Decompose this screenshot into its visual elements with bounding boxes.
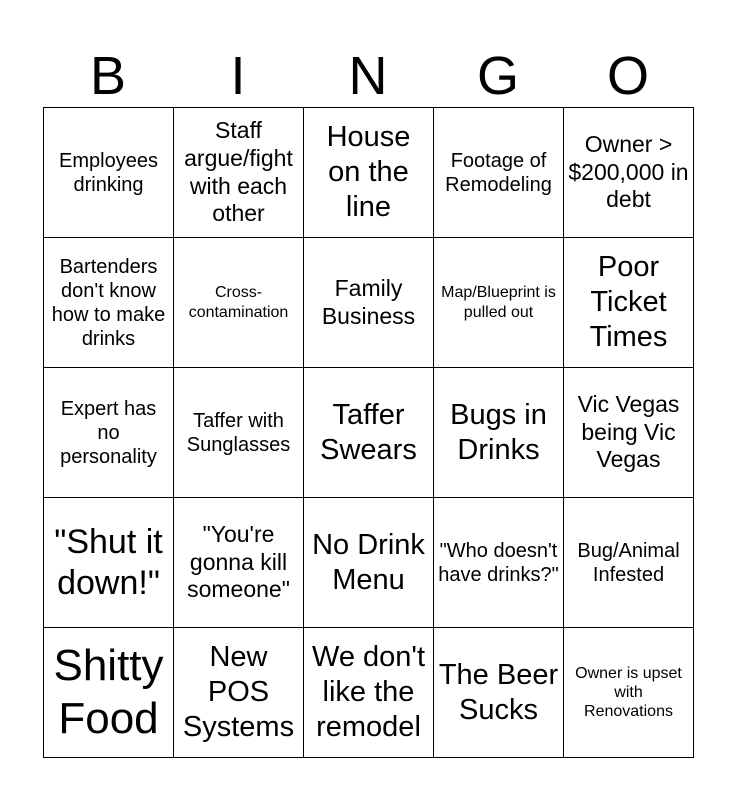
board-row [44, 368, 694, 498]
bingo-cell[interactable]: Owner is upset with Renovations [564, 628, 694, 758]
bingo-cell[interactable]: Taffer with Sunglasses [174, 368, 304, 498]
board-row [44, 498, 694, 628]
bingo-cell[interactable]: Staff argue/fight with each other [174, 108, 304, 238]
header-letter-i: I [230, 46, 246, 106]
header-letter-g: G [476, 46, 519, 106]
header-letter-n: N [348, 46, 388, 106]
header-letter-b: B [89, 46, 127, 106]
bingo-cell[interactable]: Bugs in Drinks [434, 368, 564, 498]
bingo-cell[interactable]: Shitty Food [44, 628, 174, 758]
board-row [44, 238, 694, 368]
bingo-cell[interactable]: Bug/Animal Infested [564, 498, 694, 628]
bingo-cell[interactable]: Expert has no personality [44, 368, 174, 498]
bingo-cell[interactable]: Poor Ticket Times [564, 238, 694, 368]
bingo-cell[interactable]: Footage of Remodeling [434, 108, 564, 238]
board-row [44, 108, 694, 238]
bingo-cell[interactable]: Taffer Swears [304, 368, 434, 498]
bingo-board [43, 107, 694, 758]
bingo-cell[interactable]: House on the line [304, 108, 434, 238]
bingo-cell[interactable]: Employees drinking [44, 108, 174, 238]
bingo-cell[interactable]: Map/Blueprint is pulled out [434, 238, 564, 368]
bingo-cell[interactable]: Bartenders don't know how to make drinks [44, 238, 174, 368]
bingo-cell[interactable]: Cross-contamination [174, 238, 304, 368]
board-row [44, 628, 694, 758]
bingo-cell[interactable]: "Who doesn't have drinks?" [434, 498, 564, 628]
bingo-cell[interactable]: Vic Vegas being Vic Vegas [564, 368, 694, 498]
bingo-cell[interactable]: "Shut it down!" [44, 498, 174, 628]
bingo-cell[interactable]: Family Business [304, 238, 434, 368]
bingo-cell[interactable]: Owner > $200,000 in debt [564, 108, 694, 238]
bingo-cell[interactable]: We don't like the remodel [304, 628, 434, 758]
bingo-cell[interactable]: "You're gonna kill someone" [174, 498, 304, 628]
bingo-header [43, 48, 693, 104]
bingo-cell[interactable]: No Drink Menu [304, 498, 434, 628]
bingo-cell[interactable]: New POS Systems [174, 628, 304, 758]
bingo-cell[interactable]: The Beer Sucks [434, 628, 564, 758]
header-letter-o: O [606, 46, 649, 106]
